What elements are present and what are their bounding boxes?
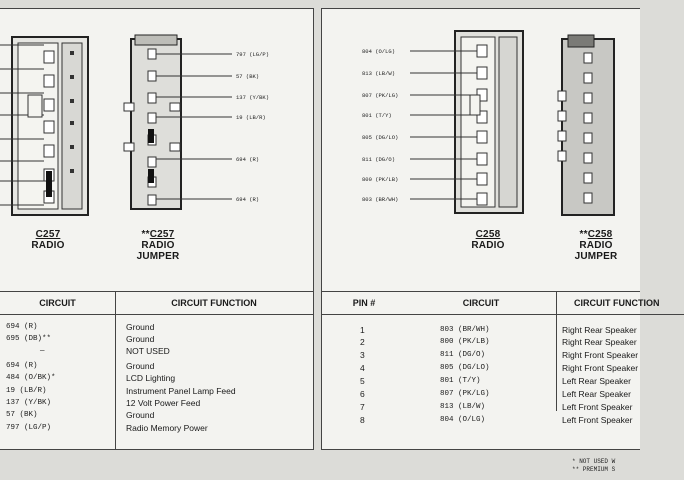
c257-jumper-label — [118, 229, 198, 262]
jumper-wire-label: 57 (BK) — [236, 73, 260, 80]
table-cell-pin: 2 — [360, 337, 365, 347]
wire-label: 804 (O/LG) — [362, 48, 396, 55]
table-header-circuit: CIRCUIT — [406, 292, 556, 315]
table-cell-circuit: 19 (LB/R) — [6, 387, 47, 395]
table-cell-circuit: 57 (BK) — [6, 411, 38, 419]
footnote: * NOT USED W — [572, 458, 616, 465]
table-header-function: CIRCUIT FUNCTION — [556, 292, 684, 315]
table-cell-circuit: 484 (O/BK)* — [6, 374, 56, 382]
table-cell-pin: 5 — [360, 376, 365, 386]
table-cell-circuit: — — [40, 347, 45, 355]
table-cell-circuit: 695 (DB)** — [6, 335, 52, 343]
connector-name: RADIO JUMPER — [574, 240, 618, 262]
wire-label: 807 (PK/LG) — [362, 92, 399, 99]
connector-prefix: ** — [579, 229, 588, 240]
table-cell-pin: 4 — [360, 363, 365, 373]
table-cell-function: Right Front Speaker — [562, 363, 639, 373]
connector-id: C258 — [587, 229, 613, 240]
connector-name: RADIO JUMPER — [136, 240, 180, 262]
c257-radio-label — [18, 229, 78, 251]
table-cell-function: Right Front Speaker — [562, 350, 639, 360]
table-cell-function: Right Rear Speaker — [562, 337, 637, 347]
wire-label: 813 (LB/W) — [362, 70, 396, 77]
table-cell-circuit: 797 (LG/P) — [6, 424, 52, 432]
table-cell-function: Instrument Panel Lamp Feed — [126, 386, 236, 396]
jumper-wire-label: 19 (LB/R) — [236, 114, 266, 121]
table-cell-circuit: 803 (BR/WH) — [440, 326, 490, 334]
table-cell-function: NOT USED — [126, 346, 170, 356]
connector-id: C257 — [149, 229, 175, 240]
wire-label: 811 (DG/O) — [362, 156, 396, 163]
jumper-wire-label: 694 (R) — [236, 196, 260, 203]
column-divider — [556, 292, 557, 411]
table-cell-function: Right Rear Speaker — [562, 325, 637, 335]
footnote: ** PREMIUM S — [572, 466, 616, 473]
table-cell-circuit: 801 (T/Y) — [440, 377, 481, 385]
table-cell-circuit: 694 (R) — [6, 362, 38, 370]
table-cell-circuit: 804 (O/LG) — [440, 416, 486, 424]
table-cell-pin: 1 — [360, 325, 365, 335]
right-panel — [321, 8, 660, 450]
table-cell-function: Left Front Speaker — [562, 415, 633, 425]
table-cell-circuit: 811 (DG/O) — [440, 351, 486, 359]
table-cell-pin: 6 — [360, 389, 365, 399]
table-cell-circuit: 694 (R) — [6, 323, 38, 331]
table-cell-circuit: 800 (PK/LB) — [440, 338, 490, 346]
table-cell-function: Radio Memory Power — [126, 423, 208, 433]
table-cell-circuit: 805 (DG/LO) — [440, 364, 490, 372]
jumper-wire-label: 137 (Y/BK) — [236, 94, 270, 101]
column-divider — [115, 292, 116, 449]
c257-circuit-table — [0, 291, 313, 449]
jumper-wire-label: 694 (R) — [236, 156, 260, 163]
table-cell-function: Left Front Speaker — [562, 402, 633, 412]
connector-id: C258 — [475, 229, 501, 240]
table-cell-function: Ground — [126, 322, 155, 332]
table-cell-function: LCD Lighting — [126, 373, 176, 383]
table-cell-pin: 8 — [360, 415, 365, 425]
table-cell-circuit: 807 (PK/LG) — [440, 390, 490, 398]
table-cell-function: Left Rear Speaker — [562, 376, 631, 386]
table-cell-pin: 7 — [360, 402, 365, 412]
wire-label: 803 (BR/WH) — [362, 196, 399, 203]
table-header-circuit: CIRCUIT — [0, 292, 115, 315]
table-cell-circuit: 137 (Y/BK) — [6, 399, 52, 407]
wire-label: 801 (T/Y) — [362, 112, 392, 119]
table-cell-function: Ground — [126, 334, 155, 344]
panel-gap — [314, 0, 321, 480]
jumper-wire-label: 797 (LG/P) — [236, 51, 270, 58]
table-cell-function: 12 Volt Power Feed — [126, 398, 201, 408]
right-connector-diagram — [322, 9, 640, 284]
table-header-function: CIRCUIT FUNCTION — [115, 292, 313, 315]
connector-name: RADIO — [31, 240, 65, 251]
table-cell-function: Ground — [126, 410, 155, 420]
table-header-pin: PIN # — [322, 292, 406, 315]
table-cell-function: Ground — [126, 361, 155, 371]
table-cell-function: Left Rear Speaker — [562, 389, 631, 399]
connector-prefix: ** — [141, 229, 150, 240]
connector-id: C257 — [35, 229, 61, 240]
wire-label: 805 (DG/LO) — [362, 134, 399, 141]
wire-label: 800 (PK/LB) — [362, 176, 399, 183]
connector-name: RADIO — [471, 240, 505, 251]
table-cell-pin: 3 — [360, 350, 365, 360]
table-cell-circuit: 813 (LB/W) — [440, 403, 486, 411]
c258-radio-label — [458, 229, 518, 251]
left-panel — [0, 8, 314, 450]
c258-jumper-label — [556, 229, 636, 262]
c258-pin-table — [322, 291, 660, 449]
left-connector-diagram — [0, 9, 313, 284]
